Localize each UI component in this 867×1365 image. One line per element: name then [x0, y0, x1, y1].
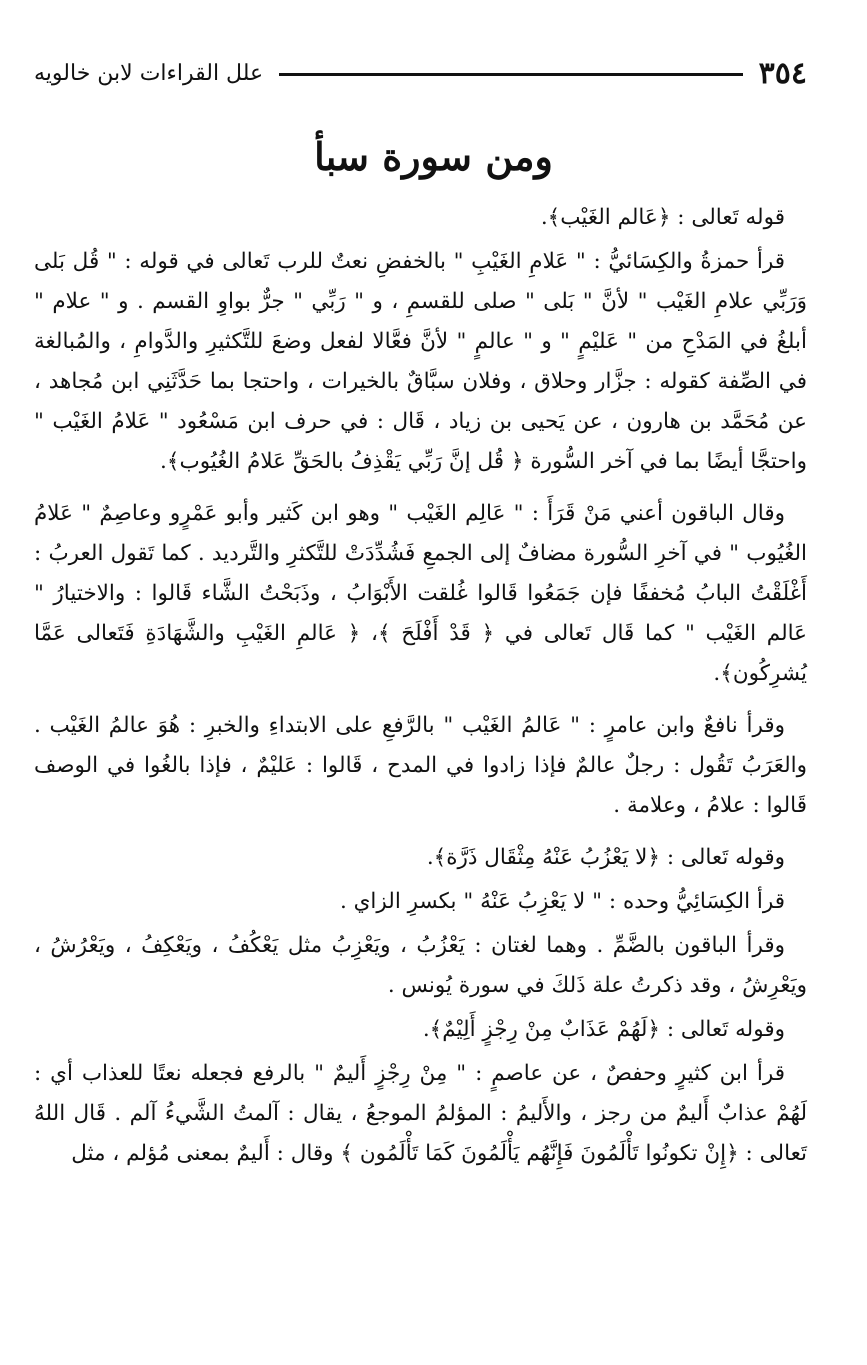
paragraph: قرأ ابن كثيرٍ وحفصٌ ، عن عاصمٍ : " مِنْ رِجْزٍ أَليمٌ " بالرفع فجعله نعتًا للعذاب أي : لَهُمْ عذابٌ أَليمٌ من رجز ، والأَليمُ : المؤلمُ الموجعُ ، يقال : آلمتُ الشَّيءُ آلم . قَال اللهُ تَعالى : ﴿إِنْ تكونُوا تَأْلَمُونَ فَإِنَّهُم يَأْلَمُونَ كَمَا تَأْلَمُون ﴾ وقال : أَليمٌ بمعنى مُؤلم ، مثل	[34, 1061, 807, 1166]
chapter-title: ومن سورة سبأ	[314, 134, 553, 179]
header-rule	[279, 73, 743, 76]
paragraph: قوله تَعالى : ﴿عَالم الغَيْب﴾.	[540, 205, 785, 230]
paragraph: قرأ حمزةُ والكِسَائيُّ : " عَلامِ الغَيْبِ " بالخفضِ نعتٌ للرب تَعالى في قوله : " قُل بَلى وَرَبِّي علامِ الغَيْب " لأنَّ " بَلى " صلى للقسمِ ، و " رَبِّي " جرٌّ بواوِ القسم . و " علام " أبلغُ في المَدْحِ من " عَليْمٍ " و " عالمٍ " لأنَّ فعَّالا لفعل وضعَ للتَّكثيرِ والدَّوامِ ، والمُبالغة في الصِّفة كقوله : جزَّار وحلاق ، وفلان سبَّاقٌ بالخيرات ، واحتجا بما حَدَّثَنِي ابن مُجاهد ، عن مُحَمَّد بن هارون ، عن يَحيى بن زياد ، قَال : في حرف ابن مَسْعُود " عَلامُ الغَيْب " واحتجَّا أيضًا بما في آخر السُّورة ﴿ قُل إنَّ رَبِّي يَقْذِفُ بالحَقِّ عَلامُ الغُيُوب﴾.	[34, 249, 807, 474]
paragraph: وقرأ نافعٌ وابن عامرٍ : " عَالمُ الغَيْب " بالرَّفعِ على الابتداءِ والخبرِ : هُوَ عالمُ الغَيْب . والعَرَبُ تَقُول : رجلٌ عالمٌ فإذا زادوا في المدح ، قَالوا : عَليْمٌ ، فإذا بالغُوا في الوصف قَالوا : علامُ ، وعلامة .	[34, 713, 807, 818]
paragraph: وقال الباقون أعني مَنْ قَرَأَ : " عَالِم الغَيْب " وهو ابن كَثير وأبو عَمْرٍو وعاصِمٌ " عَلامُ الغُيُوب " في آخرِ السُّورة مضافٌ إلى الجمعِ فَشُدِّدَتْ للتَّكثرِ والتَّرديد . كما تَقول العربُ : أَغْلَقْتُ البابُ مُخففًا فإن جَمَعُوا قَالوا غُلقت الأَبْوَابُ ، وذَبَحْتُ الشَّاء قَالوا : والاختيارُ " عَالم الغَيْب " كما قَال تَعالى في ﴿ قَدْ أَفْلَحَ ﴾، ﴿ عَالمِ الغَيْبِ والشَّهَادَةِ فَتَعالى عَمَّا يُشرِكُون﴾.	[34, 501, 807, 686]
body-text	[34, 198, 807, 1178]
paragraph: وقوله تَعالى : ﴿لَهُمْ عَذَابٌ مِنْ رِجْزٍ أَلِيْمٌ﴾.	[422, 1017, 785, 1042]
paragraph: وقوله تَعالى : ﴿لا يَعْزُبُ عَنْهُ مِثْقَال ذَرَّة﴾.	[426, 845, 785, 870]
paragraph: قرأ الكِسَائِيُّ وحده : " لا يَعْزِبُ عَنْهُ " بكسرِ الزاي .	[339, 889, 785, 914]
page-number: ٣٥٤	[758, 56, 807, 91]
running-header	[34, 52, 807, 96]
book-title: علل القراءات لابن خالويه	[34, 61, 264, 86]
paragraph: وقرأ الباقون بالضَّمِّ . وهما لغتان : يَعْزُبُ ، ويَعْزِبُ مثل يَعْكُفُ ، ويَعْكِفُ ، ويَعْرُشُ ، ويَعْرِشُ ، وقد ذكرتُ علة ذَلكَ في سورة يُونس .	[34, 933, 807, 998]
